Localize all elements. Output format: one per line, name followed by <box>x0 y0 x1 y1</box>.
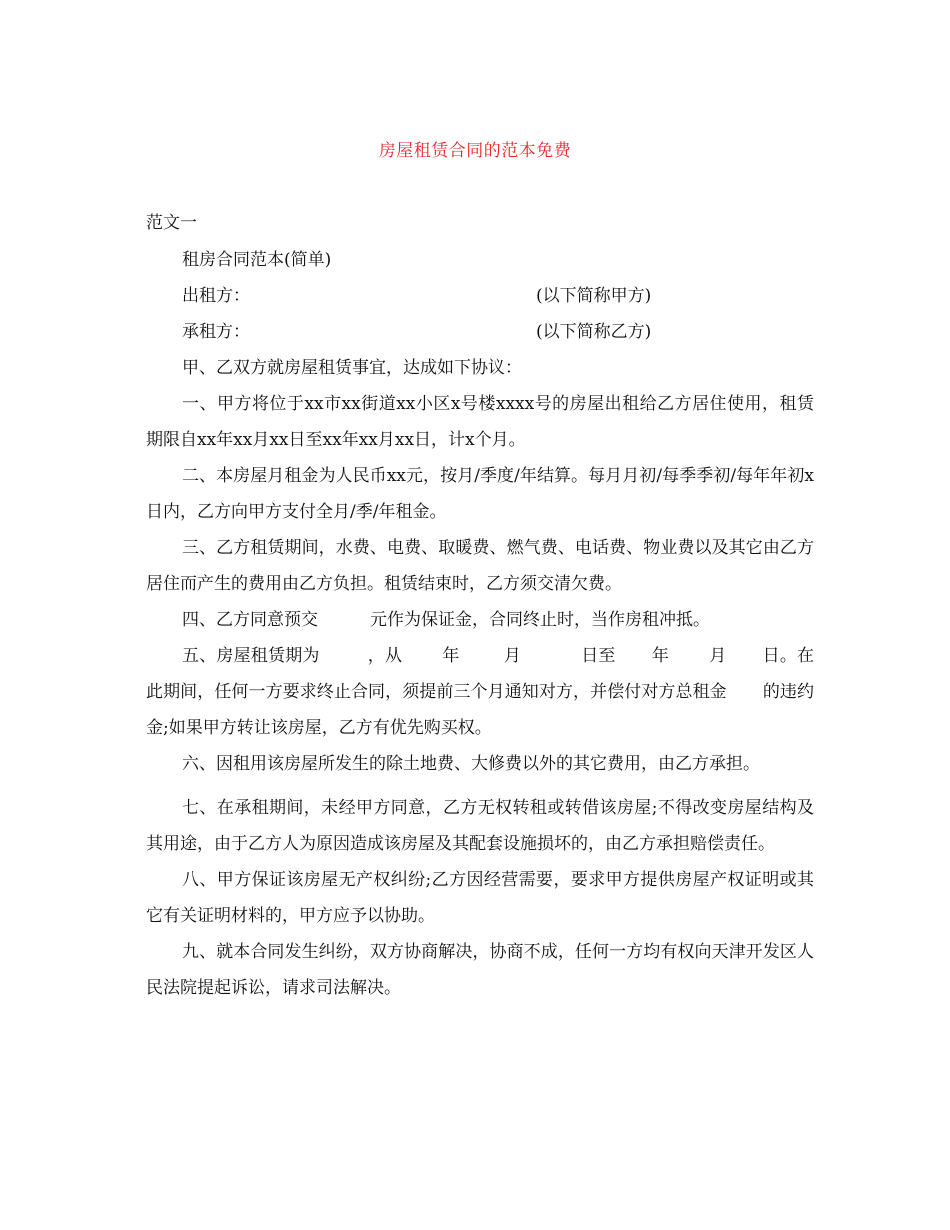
clause-9: 九、就本合同发生纠纷，双方协商解决，协商不成，任何一方均有权向天津开发区人民法院提起诉讼，请求司法解决。 <box>146 942 814 998</box>
clause-5-part-g: 月 <box>709 646 727 666</box>
clause-4 <box>146 602 814 638</box>
clause-5-part-i: 的违约金;如果甲方转让该房屋，乙方有优先购买权。 <box>146 682 815 738</box>
lessee-note: (以下简称乙方) <box>536 322 652 342</box>
clause-1: 一、甲方将位于xx市xx街道xx小区x号楼xxxx号的房屋出租给乙方居住使用，租赁期限自xx年xx月xx日至xx年xx月xx日，计x个月。 <box>146 394 814 450</box>
lessor-label: 出租方： <box>182 286 250 306</box>
lessee-line <box>146 314 814 350</box>
clause-5-part-d: 月 <box>503 646 522 666</box>
spacer <box>146 782 814 790</box>
clause-7: 七、在承租期间，未经甲方同意，乙方无权转租或转借该房屋;不得改变房屋结构及其用途，由于乙方人为原因造成该房屋及其配套设施损坏的，由乙方承担赔偿责任。 <box>146 798 814 854</box>
clause-5-part-h: 日。在此期间，任何一方要求终止合同，须提前三个月通知对方，并偿付对方总租金 <box>146 646 815 702</box>
lessee-label: 承租方： <box>182 322 250 342</box>
clause-5 <box>146 638 814 746</box>
clause-5-part-f: 年 <box>651 646 670 666</box>
clause-6: 六、因租用该房屋所发生的除土地费、大修费以外的其它费用，由乙方承担。 <box>182 754 760 774</box>
clause-8: 八、甲方保证该房屋无产权纠纷;乙方因经营需要，要求甲方提供房屋产权证明或其它有关证明材料的，甲方应予以协助。 <box>146 870 814 926</box>
intro-line <box>146 350 814 386</box>
lessor-line <box>146 278 814 314</box>
clause-4-part-b: 元作为保证金，合同终止时，当作房租冲抵。 <box>370 610 710 630</box>
clause-5-part-a: 五、房屋租赁期为 <box>182 646 320 666</box>
clause-3: 三、乙方租赁期间，水费、电费、取暖费、燃气费、电话费、物业费以及其它由乙方居住而产生的费用由乙方负担。租赁结束时，乙方须交清欠费。 <box>146 538 814 594</box>
section-heading: 范文一 <box>146 213 197 233</box>
lessor-note: (以下简称甲方) <box>536 286 652 306</box>
document-title: 房屋租赁合同的范本免费 <box>378 141 572 161</box>
clause-5-part-e: 日至 <box>581 646 616 666</box>
document-body <box>146 242 814 1006</box>
intro-text: 甲、乙双方就房屋租赁事宜，达成如下协议： <box>182 358 522 378</box>
subtitle-text: 租房合同范本(简单) <box>182 250 332 270</box>
subtitle <box>146 242 814 278</box>
clause-5-part-c: 年 <box>442 646 460 666</box>
clause-4-part-a: 四、乙方同意预交 <box>182 610 318 630</box>
clause-5-part-b: ，从 <box>367 646 403 666</box>
clause-2: 二、本房屋月租金为人民币xx元，按月/季度/年结算。每月月初/每季季初/每年年初x日内，乙方向甲方支付全月/季/年租金。 <box>146 466 814 522</box>
